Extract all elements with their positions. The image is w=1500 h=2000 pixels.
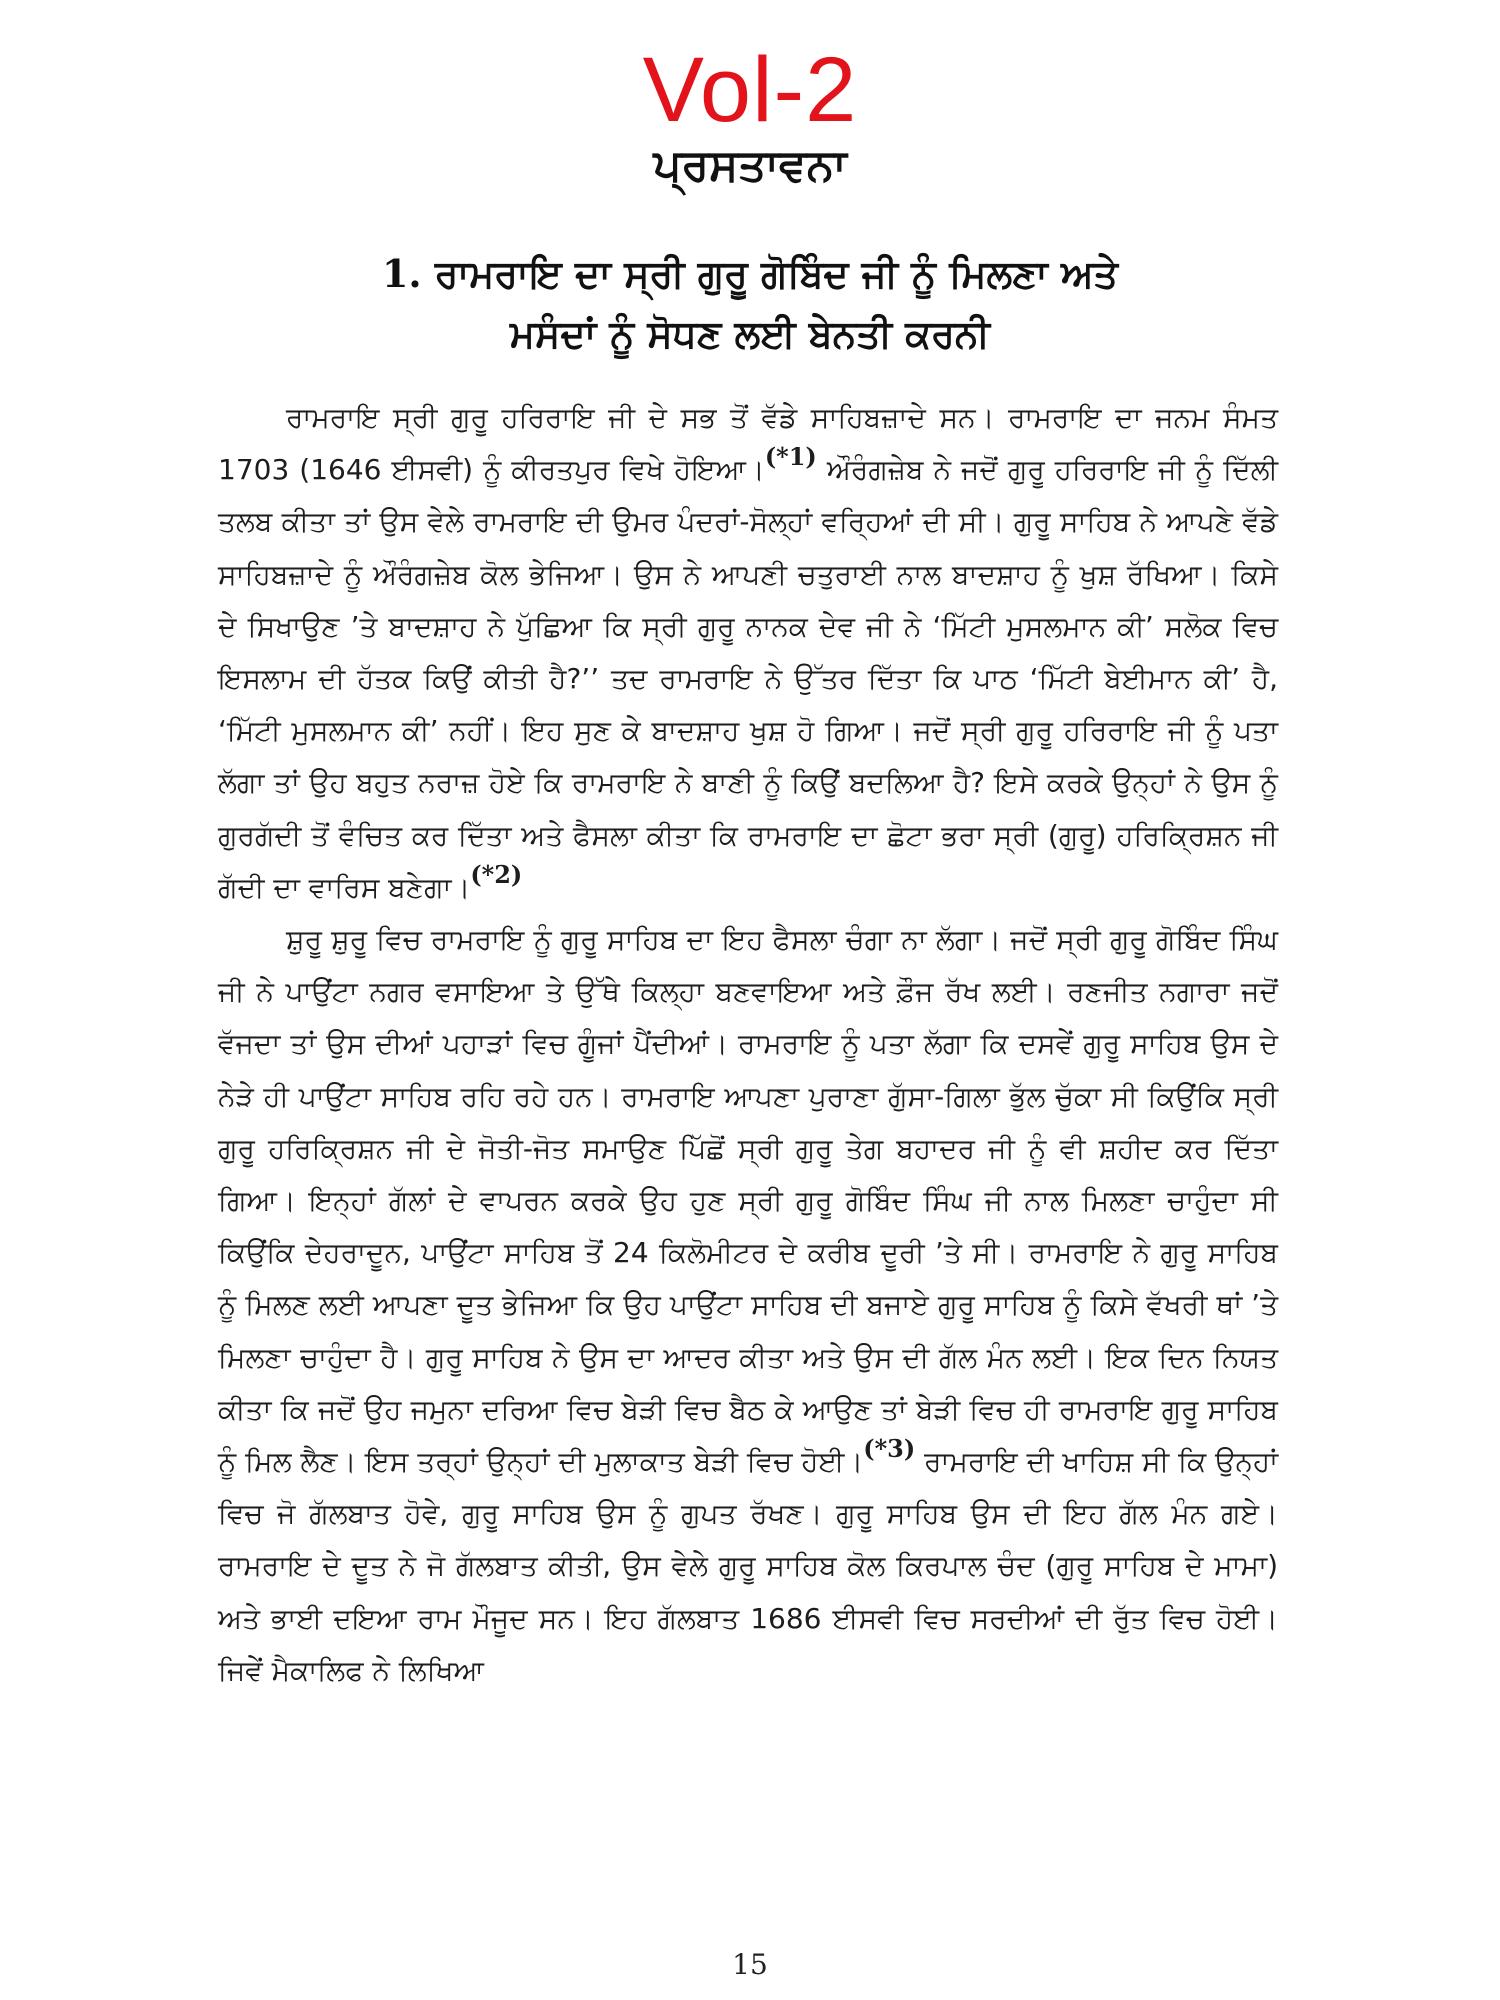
page-number: 15 bbox=[732, 1948, 768, 1981]
footnote-marker-2: (*2) bbox=[470, 859, 523, 889]
paragraph-1 bbox=[218, 392, 1278, 914]
footnote-marker-3: (*3) bbox=[863, 1434, 916, 1464]
paragraph-2-text-b: ਰਾਮਰਾਇ ਦੀ ਖਾਹਿਸ਼ ਸੀ ਕਿ ਉਨ੍ਹਾਂ ਵਿਚ ਜੋ ਗੱਲਬਾਤ ਹੋਵੇ, ਗੁਰੂ ਸਾਹਿਬ ਉਸ ਨੂੰ ਗੁਪਤ ਰੱਖਣ। ਗੁਰੂ ਸਾਹਿਬ ਉਸ ਦੀ ਇਹ ਗੱਲ ਮੰਨ ਗਏ। ਰਾਮਰਾਇ ਦੇ ਦੂਤ ਨੇ ਜੋ ਗੱਲਬਾਤ ਕੀਤੀ, ਉਸ ਵੇਲੇ ਗੁਰੂ ਸਾਹਿਬ ਕੋਲ ਕਿਰਪਾਲ ਚੰਦ (ਗੁਰੂ ਸਾਹਿਬ ਦੇ ਮਾਮਾ) ਅਤੇ ਭਾਈ ਦਇਆ ਰਾਮ ਮੌਜੂਦ ਸਨ। ਇਹ ਗੱਲਬਾਤ 1686 ਈਸਵੀ ਵਿਚ ਸਰਦੀਆਂ ਦੀ ਰੁੱਤ ਵਿਚ ਹੋਈ। ਜਿਵੇਂ ਮੈਕਾਲਿਫ ਨੇ ਲਿਖਿਆ bbox=[218, 1445, 1278, 1687]
section-heading: ਪ੍ਰਸਤਾਵਨਾ bbox=[653, 140, 847, 191]
chapter-title bbox=[200, 244, 1300, 364]
paragraph-1-text-a: ਰਾਮਰਾਇ ਸ੍ਰੀ ਗੁਰੂ ਹਰਿਰਾਇ ਜੀ ਦੇ ਸਭ ਤੋਂ ਵੱਡੇ ਸਾਹਿਬਜ਼ਾਦੇ ਸਨ। ਰਾਮਰਾਇ ਦਾ ਜਨਮ ਸੰਮਤ 1703 (1646 ਈਸਵੀ) ਨੂੰ ਕੀਰਤਪੁਰ ਵਿਖੇ ਹੋਇਆ। bbox=[218, 401, 1278, 487]
paragraph-2 bbox=[218, 914, 1278, 1697]
volume-label: Vol-2 bbox=[642, 39, 858, 141]
chapter-title-line-1 bbox=[200, 244, 1300, 304]
chapter-title-text-1: ਰਾਮਰਾਇ ਦਾ ਸ੍ਰੀ ਗੁਰੂ ਗੋਬਿੰਦ ਜੀ ਨੂੰ ਮਿਲਣਾ ਅਤੇ bbox=[434, 252, 1118, 296]
paragraph-1-text-b: ਔਰੰਗਜ਼ੇਬ ਨੇ ਜਦੋਂ ਗੁਰੂ ਹਰਿਰਾਇ ਜੀ ਨੂੰ ਦਿੱਲੀ ਤਲਬ ਕੀਤਾ ਤਾਂ ਉਸ ਵੇਲੇ ਰਾਮਰਾਇ ਦੀ ਉਮਰ ਪੰਦਰਾਂ-ਸੋਲ੍ਹਾਂ ਵਰ੍ਹਿਆਂ ਦੀ ਸੀ। ਗੁਰੂ ਸਾਹਿਬ ਨੇ ਆਪਣੇ ਵੱਡੇ ਸਾਹਿਬਜ਼ਾਦੇ ਨੂੰ ਔਰੰਗਜ਼ੇਬ ਕੋਲ ਭੇਜਿਆ। ਉਸ ਨੇ ਆਪਣੀ ਚਤੁਰਾਈ ਨਾਲ ਬਾਦਸ਼ਾਹ ਨੂੰ ਖੁਸ਼ ਰੱਖਿਆ। ਕਿਸੇ ਦੇ ਸਿਖਾਉਣ ’ਤੇ ਬਾਦਸ਼ਾਹ ਨੇ ਪੁੱਛਿਆ ਕਿ ਸ੍ਰੀ ਗੁਰੂ ਨਾਨਕ ਦੇਵ ਜੀ ਨੇ ‘ਮਿੱਟੀ ਮੁਸਲਮਾਨ ਕੀ’ ਸਲੋਕ ਵਿਚ ਇਸਲਾਮ ਦੀ ਹੱਤਕ ਕਿਉਂ ਕੀਤੀ ਹੈ?’’ ਤਦ ਰਾਮਰਾਇ ਨੇ ਉੱਤਰ ਦਿੱਤਾ ਕਿ ਪਾਠ ‘ਮਿੱਟੀ ਬੇਈਮਾਨ ਕੀ’ ਹੈ, ‘ਮਿੱਟੀ ਮੁਸਲਮਾਨ ਕੀ’ ਨਹੀਂ। ਇਹ ਸੁਣ ਕੇ ਬਾਦਸ਼ਾਹ ਖੁਸ਼ ਹੋ ਗਿਆ। ਜਦੋਂ ਸ੍ਰੀ ਗੁਰੂ ਹਰਿਰਾਇ ਜੀ ਨੂੰ ਪਤਾ ਲੱਗਾ ਤਾਂ ਉਹ ਬਹੁਤ ਨਰਾਜ਼ ਹੋਏ ਕਿ ਰਾਮਰਾਇ ਨੇ ਬਾਣੀ ਨੂੰ ਕਿਉਂ ਬਦਲਿਆ ਹੈ? ਇਸੇ ਕਰਕੇ ਉਨ੍ਹਾਂ ਨੇ ਉਸ ਨੂੰ ਗੁਰਗੱਦੀ ਤੋਂ ਵੰਚਿਤ ਕਰ ਦਿੱਤਾ ਅਤੇ ਫੈਸਲਾ ਕੀਤਾ ਕਿ ਰਾਮਰਾਇ ਦਾ ਛੋਟਾ ਭਰਾ ਸ੍ਰੀ (ਗੁਰੂ) ਹਰਿਕ੍ਰਿਸ਼ਨ ਜੀ ਗੱਦੀ ਦਾ ਵਾਰਿਸ ਬਣੇਗਾ। bbox=[218, 453, 1279, 904]
chapter-title-line-2: ਮਸੰਦਾਂ ਨੂੰ ਸੋਧਣ ਲਈ ਬੇਨਤੀ ਕਰਨੀ bbox=[510, 312, 990, 356]
body-text bbox=[218, 392, 1278, 1697]
paragraph-2-text-a: ਸ਼ੁਰੂ ਸ਼ੁਰੂ ਵਿਚ ਰਾਮਰਾਇ ਨੂੰ ਗੁਰੂ ਸਾਹਿਬ ਦਾ ਇਹ ਫੈਸਲਾ ਚੰਗਾ ਨਾ ਲੱਗਾ। ਜਦੋਂ ਸ੍ਰੀ ਗੁਰੂ ਗੋਬਿੰਦ ਸਿੰਘ ਜੀ ਨੇ ਪਾਉਂਟਾ ਨਗਰ ਵਸਾਇਆ ਤੇ ਉੱਥੇ ਕਿਲ੍ਹਾ ਬਣਵਾਇਆ ਅਤੇ ਫ਼ੌਜ ਰੱਖ ਲਈ। ਰਣਜੀਤ ਨਗਾਰਾ ਜਦੋਂ ਵੱਜਦਾ ਤਾਂ ਉਸ ਦੀਆਂ ਪਹਾੜਾਂ ਵਿਚ ਗੂੰਜਾਂ ਪੈਂਦੀਆਂ। ਰਾਮਰਾਇ ਨੂੰ ਪਤਾ ਲੱਗਾ ਕਿ ਦਸਵੇਂ ਗੁਰੂ ਸਾਹਿਬ ਉਸ ਦੇ ਨੇੜੇ ਹੀ ਪਾਉਂਟਾ ਸਾਹਿਬ ਰਹਿ ਰਹੇ ਹਨ। ਰਾਮਰਾਇ ਆਪਣਾ ਪੁਰਾਣਾ ਗੁੱਸਾ-ਗਿਲਾ ਭੁੱਲ ਚੁੱਕਾ ਸੀ ਕਿਉਂਕਿ ਸ੍ਰੀ ਗੁਰੂ ਹਰਿਕ੍ਰਿਸ਼ਨ ਜੀ ਦੇ ਜੋਤੀ-ਜੋਤ ਸਮਾਉਣ ਪਿੱਛੋਂ ਸ੍ਰੀ ਗੁਰੂ ਤੇਗ ਬਹਾਦਰ ਜੀ ਨੂੰ ਵੀ ਸ਼ਹੀਦ ਕਰ ਦਿੱਤਾ ਗਿਆ। ਇਨ੍ਹਾਂ ਗੱਲਾਂ ਦੇ ਵਾਪਰਨ ਕਰਕੇ ਉਹ ਹੁਣ ਸ੍ਰੀ ਗੁਰੂ ਗੋਬਿੰਦ ਸਿੰਘ ਜੀ ਨਾਲ ਮਿਲਣਾ ਚਾਹੁੰਦਾ ਸੀ ਕਿਉਂਕਿ ਦੇਹਰਾਦੂਨ, ਪਾਉਂਟਾ ਸਾਹਿਬ ਤੋਂ 24 ਕਿਲੋਮੀਟਰ ਦੇ ਕਰੀਬ ਦੂਰੀ ’ਤੇ ਸੀ। ਰਾਮਰਾਇ ਨੇ ਗੁਰੂ ਸਾਹਿਬ ਨੂੰ ਮਿਲਣ ਲਈ ਆਪਣਾ ਦੂਤ ਭੇਜਿਆ ਕਿ ਉਹ ਪਾਉਂਟਾ ਸਾਹਿਬ ਦੀ ਬਜਾਏ ਗੁਰੂ ਸਾਹਿਬ ਨੂੰ ਕਿਸੇ ਵੱਖਰੀ ਥਾਂ ’ਤੇ ਮਿਲਣਾ ਚਾਹੁੰਦਾ ਹੈ। ਗੁਰੂ ਸਾਹਿਬ ਨੇ ਉਸ ਦਾ ਆਦਰ ਕੀਤਾ ਅਤੇ ਉਸ ਦੀ ਗੱਲ ਮੰਨ ਲਈ। ਇਕ ਦਿਨ ਨਿਯਤ ਕੀਤਾ ਕਿ ਜਦੋਂ ਉਹ ਜਮੁਨਾ ਦਰਿਆ ਵਿਚ ਬੇੜੀ ਵਿਚ ਬੈਠ ਕੇ ਆਉਣ ਤਾਂ ਬੇੜੀ ਵਿਚ ਹੀ ਰਾਮਰਾਇ ਗੁਰੂ ਸਾਹਿਬ ਨੂੰ ਮਿਲ ਲੈਣ। ਇਸ ਤਰ੍ਹਾਂ ਉਨ੍ਹਾਂ ਦੀ ਮੁਲਾਕਾਤ ਬੇੜੀ ਵਿਚ ਹੋਈ। bbox=[218, 923, 1278, 1479]
chapter-number: 1. bbox=[381, 251, 422, 296]
footnote-marker-1: (*1) bbox=[764, 442, 817, 472]
